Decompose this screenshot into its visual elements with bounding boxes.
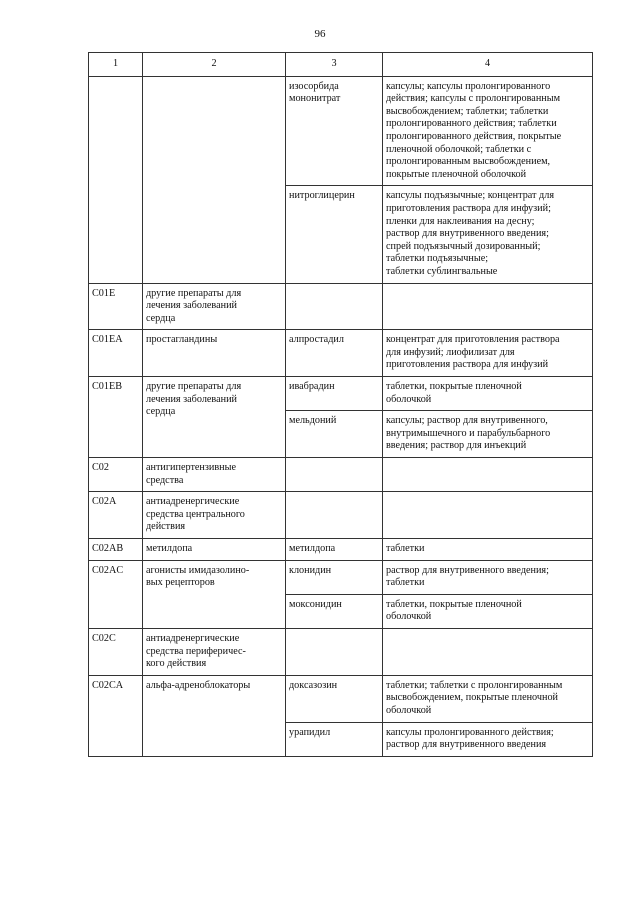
anatomical-group-cell	[143, 76, 286, 283]
substance-cell: алпростадил	[286, 330, 383, 377]
anatomical-group-cell: антиадренергические средства периферичес- кого действия	[143, 628, 286, 675]
dosage-forms-cell: таблетки; таблетки с пролонгированным высвобождением, покрытые пленочной оболочкой	[383, 675, 593, 722]
header-row	[89, 53, 593, 77]
anatomical-group-cell: агонисты имидазолино- вых рецепторов	[143, 560, 286, 628]
substance-cell: метилдопа	[286, 539, 383, 561]
dosage-forms-cell	[383, 492, 593, 539]
substance-cell	[286, 492, 383, 539]
table-row	[89, 675, 593, 722]
column-header-3: 3	[286, 53, 383, 77]
drug-table	[88, 52, 593, 757]
table-row	[89, 377, 593, 411]
dosage-forms-cell: таблетки	[383, 539, 593, 561]
table-row	[89, 330, 593, 377]
atc-code-cell: C01EB	[89, 377, 143, 458]
dosage-forms-cell: капсулы пролонгированного действия; раствор для внутривенного введения	[383, 722, 593, 756]
substance-cell	[286, 458, 383, 492]
dosage-forms-cell	[383, 628, 593, 675]
anatomical-group-cell: другие препараты для лечения заболеваний сердца	[143, 377, 286, 458]
anatomical-group-cell: антиадренергические средства центрального действия	[143, 492, 286, 539]
page-number: 96	[314, 28, 326, 40]
table-row	[89, 628, 593, 675]
dosage-forms-cell: капсулы; раствор для внутривенного, внутримышечного и парабульбарного введения; раствор для инъекций	[383, 411, 593, 458]
column-header-1: 1	[89, 53, 143, 77]
dosage-forms-cell: таблетки, покрытые пленочной оболочкой	[383, 377, 593, 411]
substance-cell	[286, 628, 383, 675]
atc-code-cell: C02AC	[89, 560, 143, 628]
table-row	[89, 458, 593, 492]
dosage-forms-cell	[383, 458, 593, 492]
dosage-forms-cell: концентрат для приготовления раствора для инфузий; лиофилизат для приготовления раствора для инфузий	[383, 330, 593, 377]
table-row	[89, 539, 593, 561]
table-row	[89, 560, 593, 594]
substance-cell: изосорбида мононитрат	[286, 76, 383, 186]
anatomical-group-cell: метилдопа	[143, 539, 286, 561]
atc-code-cell: C02AB	[89, 539, 143, 561]
substance-cell: урапидил	[286, 722, 383, 756]
atc-code-cell: C01EA	[89, 330, 143, 377]
substance-cell: ивабрадин	[286, 377, 383, 411]
atc-code-cell: C02CA	[89, 675, 143, 756]
table-row	[89, 76, 593, 186]
anatomical-group-cell: другие препараты для лечения заболеваний сердца	[143, 283, 286, 330]
anatomical-group-cell: альфа-адреноблокаторы	[143, 675, 286, 756]
dosage-forms-cell: капсулы; капсулы пролонгированного действия; капсулы с пролонгированным высвобождением; таблетки; таблетки пролонгированного действия; таблетки пролонгированного действия, покрытые пленочной оболочкой; таблетки с пролонгированным высвобождением, покрытые пленочной оболочкой	[383, 76, 593, 186]
table-row	[89, 283, 593, 330]
dosage-forms-cell	[383, 283, 593, 330]
atc-code-cell: C01E	[89, 283, 143, 330]
substance-cell: моксонидин	[286, 594, 383, 628]
atc-code-cell: C02C	[89, 628, 143, 675]
atc-code-cell: C02	[89, 458, 143, 492]
atc-code-cell	[89, 76, 143, 283]
substance-cell: нитроглицерин	[286, 186, 383, 283]
table-body	[89, 76, 593, 756]
anatomical-group-cell: простагландины	[143, 330, 286, 377]
column-header-2: 2	[143, 53, 286, 77]
substance-cell: мельдоний	[286, 411, 383, 458]
dosage-forms-cell: раствор для внутривенного введения; таблетки	[383, 560, 593, 594]
substance-cell	[286, 283, 383, 330]
substance-cell: доксазозин	[286, 675, 383, 722]
dosage-forms-cell: капсулы подъязычные; концентрат для приготовления раствора для инфузий; пленки для наклеивания на десну; раствор для внутривенного введения; спрей подъязычный дозированный; таблетки подъязычные; таблетки сублингвальные	[383, 186, 593, 283]
anatomical-group-cell: антигипертензивные средства	[143, 458, 286, 492]
column-header-4: 4	[383, 53, 593, 77]
dosage-forms-cell: таблетки, покрытые пленочной оболочкой	[383, 594, 593, 628]
table-row	[89, 492, 593, 539]
atc-code-cell: C02A	[89, 492, 143, 539]
substance-cell: клонидин	[286, 560, 383, 594]
